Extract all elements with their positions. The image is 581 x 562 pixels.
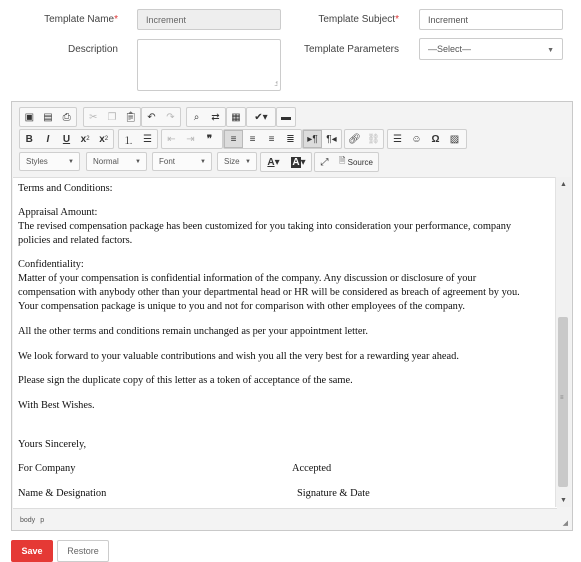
rich-text-editor xyxy=(11,101,573,531)
signature-date: Signature & Date xyxy=(297,488,370,499)
replace-icon[interactable]: ⇄ xyxy=(211,111,220,123)
grip-icon: ≡ xyxy=(560,395,564,401)
paste-icon[interactable]: 📋︎ xyxy=(124,111,138,123)
find-group xyxy=(186,107,226,127)
clipboard-group xyxy=(83,107,141,127)
italic-icon[interactable]: I xyxy=(46,133,50,145)
confidentiality-line-2: compensation with anybody other than your departmental head or HR will be considered as breach of agreement by you. xyxy=(18,287,520,298)
best-wishes: With Best Wishes. xyxy=(18,400,95,411)
for-company: For Company xyxy=(18,463,76,474)
insert-group xyxy=(387,129,467,149)
link-icon[interactable]: 🔗︎ xyxy=(348,133,361,145)
terms-heading: Terms and Conditions: xyxy=(18,183,113,194)
paste-word-group xyxy=(226,107,246,127)
save-button[interactable]: Save xyxy=(11,540,53,562)
styles-label: Styles xyxy=(26,157,48,166)
blockquote-icon[interactable]: ❞ xyxy=(206,133,213,145)
description-textarea[interactable] xyxy=(137,39,281,91)
align-left-icon[interactable]: ≡ xyxy=(224,130,243,148)
align-center-icon[interactable]: ≡ xyxy=(249,133,256,145)
save-icon[interactable]: ▣ xyxy=(24,111,35,123)
format-label: Normal xyxy=(93,157,119,166)
rtl-icon[interactable]: ¶◂ xyxy=(326,133,337,145)
redo-icon[interactable]: ↷ xyxy=(166,111,175,123)
subscript-icon[interactable]: x 2 xyxy=(80,133,90,145)
chevron-down-icon: ▼ xyxy=(245,159,251,165)
unlink-icon[interactable]: ⛓︎ xyxy=(367,133,380,145)
look-forward: We look forward to your valuable contributions and wish you all the very best for a rewarding year ahead. xyxy=(18,351,459,362)
spellcheck-group xyxy=(246,107,276,127)
list-group xyxy=(118,129,158,149)
form-group xyxy=(276,107,296,127)
outdent-icon[interactable]: ⇤ xyxy=(167,133,176,145)
template-parameters-label: Template Parameters xyxy=(303,44,399,55)
bold-icon[interactable]: B xyxy=(25,133,33,145)
styles-combo[interactable] xyxy=(19,152,80,171)
justify-icon[interactable]: ≣ xyxy=(286,133,295,145)
spellcheck-icon[interactable]: ✔▾ xyxy=(254,111,268,123)
scroll-down-icon[interactable]: ▼ xyxy=(560,497,567,504)
underline-icon[interactable]: U xyxy=(62,133,71,145)
path-body[interactable]: body xyxy=(20,517,36,524)
hidden-field-icon[interactable]: ▬ xyxy=(281,111,291,123)
editor-resize-icon[interactable]: ◢ xyxy=(562,520,568,527)
name-designation: Name & Designation xyxy=(18,488,107,499)
format-combo[interactable] xyxy=(86,152,147,171)
confidentiality-line-3: Your compensation package is unique to you and not for comparison with other employees of the company. xyxy=(18,301,465,312)
appraisal-line-1: The revised compensation package has been customized for you taking into consideration your performance, company xyxy=(18,221,512,232)
find-icon[interactable]: ⌕ xyxy=(193,111,200,123)
bulleted-list-icon[interactable]: ☰ xyxy=(143,133,152,145)
link-group xyxy=(344,129,384,149)
copy-icon[interactable]: ❐ xyxy=(107,111,117,123)
appraisal-line-2: policies and related factors. xyxy=(18,235,133,246)
confidentiality-heading: Confidentiality: xyxy=(18,259,84,270)
text-color-icon[interactable]: A ▾ xyxy=(267,156,280,168)
direction-group xyxy=(302,129,342,149)
scroll-up-icon[interactable]: ▲ xyxy=(560,181,567,188)
smiley-icon[interactable]: ☺ xyxy=(411,133,422,145)
template-name-field[interactable] xyxy=(137,9,281,30)
paste-from-word-icon[interactable]: ▦ xyxy=(231,111,241,123)
font-label: Font xyxy=(159,157,176,166)
terms-unchanged: All the other terms and conditions remain unchanged as per your appointment letter. xyxy=(18,326,369,337)
template-subject-field[interactable] xyxy=(419,9,563,30)
horizontal-line-icon[interactable]: ☰ xyxy=(393,133,402,145)
template-subject-label: Template Subject* xyxy=(318,14,399,25)
resize-grip-icon[interactable]: .:! xyxy=(274,81,277,88)
basic-styles-group xyxy=(19,129,114,149)
path-p[interactable]: p xyxy=(40,517,45,524)
chevron-down-icon: ▼ xyxy=(68,159,74,165)
color-group xyxy=(260,152,312,172)
accepted: Accepted xyxy=(292,463,332,474)
source-label: Source xyxy=(347,157,373,167)
chevron-down-icon: ▼ xyxy=(200,159,206,165)
description-label: Description xyxy=(67,44,118,55)
confidentiality-line-1: Matter of your compensation is confidential information of the company. Any discussion or disclosure of your xyxy=(18,273,477,284)
indent-icon[interactable]: ⇥ xyxy=(186,133,195,145)
elements-path xyxy=(20,517,49,524)
chevron-down-icon: ▼ xyxy=(547,47,554,54)
print-icon[interactable]: ⎙ xyxy=(62,111,71,123)
editor-content[interactable] xyxy=(13,177,557,509)
bg-color-icon[interactable]: A ▾ xyxy=(292,156,306,168)
tools-group xyxy=(314,152,379,172)
size-label: Size xyxy=(224,157,240,166)
indent-group xyxy=(161,129,223,149)
cut-icon[interactable]: ✂ xyxy=(89,111,98,123)
document-group xyxy=(19,107,77,127)
template-parameters-select[interactable] xyxy=(419,38,563,60)
special-char-icon[interactable]: Ω xyxy=(431,133,440,145)
template-parameters-value: —Select— xyxy=(428,44,472,54)
align-group xyxy=(223,129,302,149)
superscript-icon[interactable]: x 2 xyxy=(99,133,109,145)
undo-group xyxy=(141,107,181,127)
image-icon[interactable]: ▨ xyxy=(449,133,460,145)
size-combo[interactable] xyxy=(217,152,257,171)
appraisal-heading: Appraisal Amount: xyxy=(18,207,98,218)
numbered-list-icon[interactable]: ⒈ xyxy=(123,135,134,147)
scroll-thumb[interactable] xyxy=(558,317,568,487)
content-scrollbar[interactable] xyxy=(555,177,571,507)
maximize-icon[interactable]: ⤢ xyxy=(320,156,329,168)
undo-icon[interactable]: ↶ xyxy=(147,111,156,123)
sign-duplicate: Please sign the duplicate copy of this letter as a token of acceptance of the same. xyxy=(18,375,353,386)
template-name-label: Template Name* xyxy=(44,14,118,25)
ltr-icon[interactable]: ▸¶ xyxy=(303,130,322,148)
preview-icon[interactable]: ▤ xyxy=(43,111,53,123)
source-button[interactable]: 🗎︎ Source xyxy=(338,156,373,167)
font-combo[interactable] xyxy=(152,152,212,171)
template-subject-value: Increment xyxy=(428,14,469,25)
chevron-down-icon: ▼ xyxy=(135,159,141,165)
yours-sincerely: Yours Sincerely, xyxy=(18,439,87,450)
template-name-value: Increment xyxy=(146,14,187,25)
restore-button[interactable]: Restore xyxy=(57,540,109,562)
align-right-icon[interactable]: ≡ xyxy=(268,133,275,145)
